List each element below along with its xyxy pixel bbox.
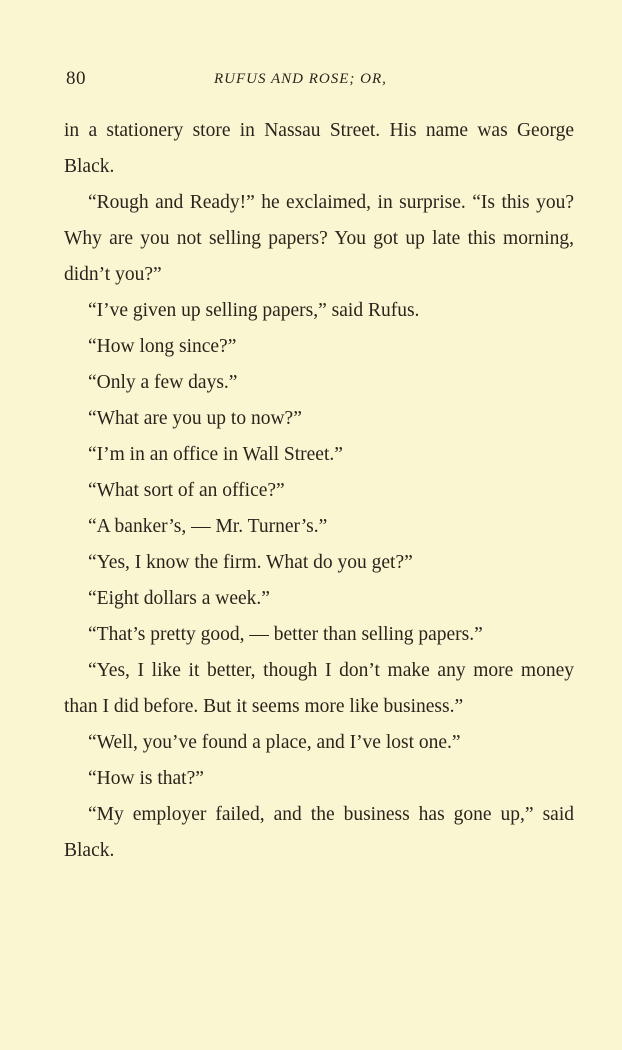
paragraph: in a stationery store in Nassau Street. His name was George Black. — [64, 120, 574, 177]
paragraph: “Only a few days.” — [88, 372, 238, 393]
paragraph: “Well, you’ve found a place, and I’ve lost one.” — [88, 732, 461, 753]
paragraph: “I’ve given up selling papers,” said Rufus. — [88, 300, 420, 321]
paragraph: “Rough and Ready!” he exclaimed, in surprise. “Is this you? Why are you not selling papers? You got up late this morning, didn’t you?” — [64, 192, 574, 285]
paragraph: “How is that?” — [88, 768, 204, 789]
paragraph: “That’s pretty good, — better than selling papers.” — [88, 624, 483, 645]
page-number: 80 — [66, 68, 86, 89]
paragraph: “What are you up to now?” — [88, 408, 302, 429]
paragraph: “A banker’s, — Mr. Turner’s.” — [88, 516, 328, 537]
paragraph: “I’m in an office in Wall Street.” — [88, 444, 343, 465]
paragraph: “Yes, I like it better, though I don’t make any more money than I did before. But it seems more like business.” — [64, 660, 574, 717]
paragraph: “My employer failed, and the business has gone up,” said Black. — [64, 804, 574, 861]
paragraph: “How long since?” — [88, 336, 237, 357]
paragraph: “Yes, I know the firm. What do you get?” — [88, 552, 413, 573]
body-text — [64, 113, 574, 869]
running-head: RUFUS AND ROSE; OR, — [214, 71, 387, 87]
paragraph: “Eight dollars a week.” — [88, 588, 270, 609]
page-header — [64, 68, 574, 94]
paragraph: “What sort of an office?” — [88, 480, 285, 501]
